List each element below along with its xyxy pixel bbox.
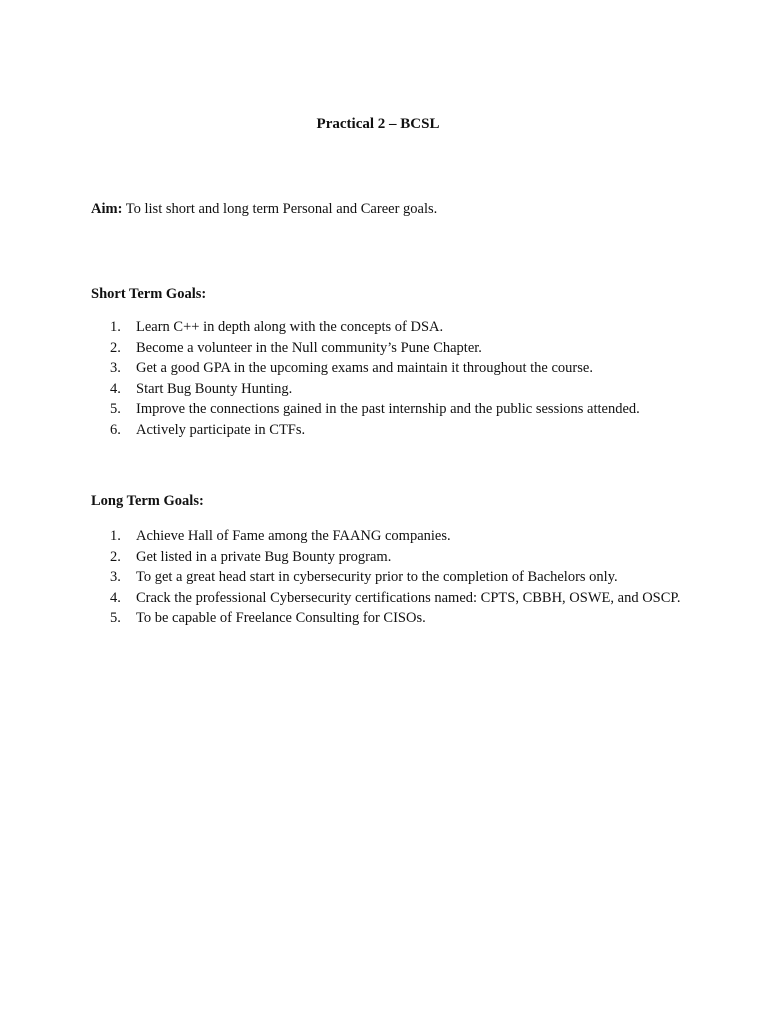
list-item xyxy=(91,379,681,400)
list-item-text: To be capable of Freelance Consulting for CISOs. xyxy=(136,610,426,626)
page-title: Practical 2 – BCSL xyxy=(316,116,440,132)
list-item xyxy=(91,526,681,547)
short-term-heading: Short Term Goals: xyxy=(91,286,207,302)
list-item xyxy=(91,547,681,568)
long-term-goal-list xyxy=(91,526,681,629)
list-item-text: Improve the connections gained in the past internship and the public sessions attended. xyxy=(136,401,640,417)
long-term-heading: Long Term Goals: xyxy=(91,493,204,509)
list-item-number: 4. xyxy=(110,380,121,397)
list-item-text: Get listed in a private Bug Bounty program. xyxy=(136,548,392,565)
list-item-text: Become a volunteer in the Null community’s Pune Chapter. xyxy=(136,339,482,356)
list-item-text: Achieve Hall of Fame among the FAANG companies. xyxy=(136,528,451,544)
list-item-number: 4. xyxy=(110,589,121,606)
list-item xyxy=(91,399,681,420)
list-item xyxy=(91,567,681,588)
aim-label: Aim: xyxy=(91,201,123,217)
list-item-number: 2. xyxy=(110,548,121,565)
aim-statement xyxy=(91,200,711,218)
list-item-number: 3. xyxy=(110,569,121,585)
list-item-text: Crack the professional Cybersecurity certifications named: CPTS, CBBH, OSWE, and OSCP. xyxy=(136,589,681,606)
list-item-number: 2. xyxy=(110,339,121,356)
list-item xyxy=(91,420,681,441)
list-item-number: 5. xyxy=(110,610,121,626)
list-item-number: 6. xyxy=(110,421,121,438)
list-item xyxy=(91,358,681,379)
list-item-number: 1. xyxy=(110,319,121,335)
list-item-text: Start Bug Bounty Hunting. xyxy=(136,380,293,397)
list-item xyxy=(91,317,681,338)
list-item-number: 5. xyxy=(110,401,121,417)
list-item-number: 3. xyxy=(110,360,121,376)
list-item-text: To get a great head start in cybersecurity prior to the completion of Bachelors only. xyxy=(136,569,618,585)
list-item-text: Learn C++ in depth along with the concepts of DSA. xyxy=(136,319,444,335)
list-item-number: 1. xyxy=(110,528,121,544)
short-term-goal-list xyxy=(91,317,681,440)
list-item-text: Get a good GPA in the upcoming exams and maintain it throughout the course. xyxy=(136,360,593,376)
list-item-text: Actively participate in CTFs. xyxy=(136,421,306,438)
aim-text: To list short and long term Personal and Career goals. xyxy=(122,201,438,217)
list-item xyxy=(91,608,681,629)
list-item xyxy=(91,588,681,609)
list-item xyxy=(91,338,681,359)
